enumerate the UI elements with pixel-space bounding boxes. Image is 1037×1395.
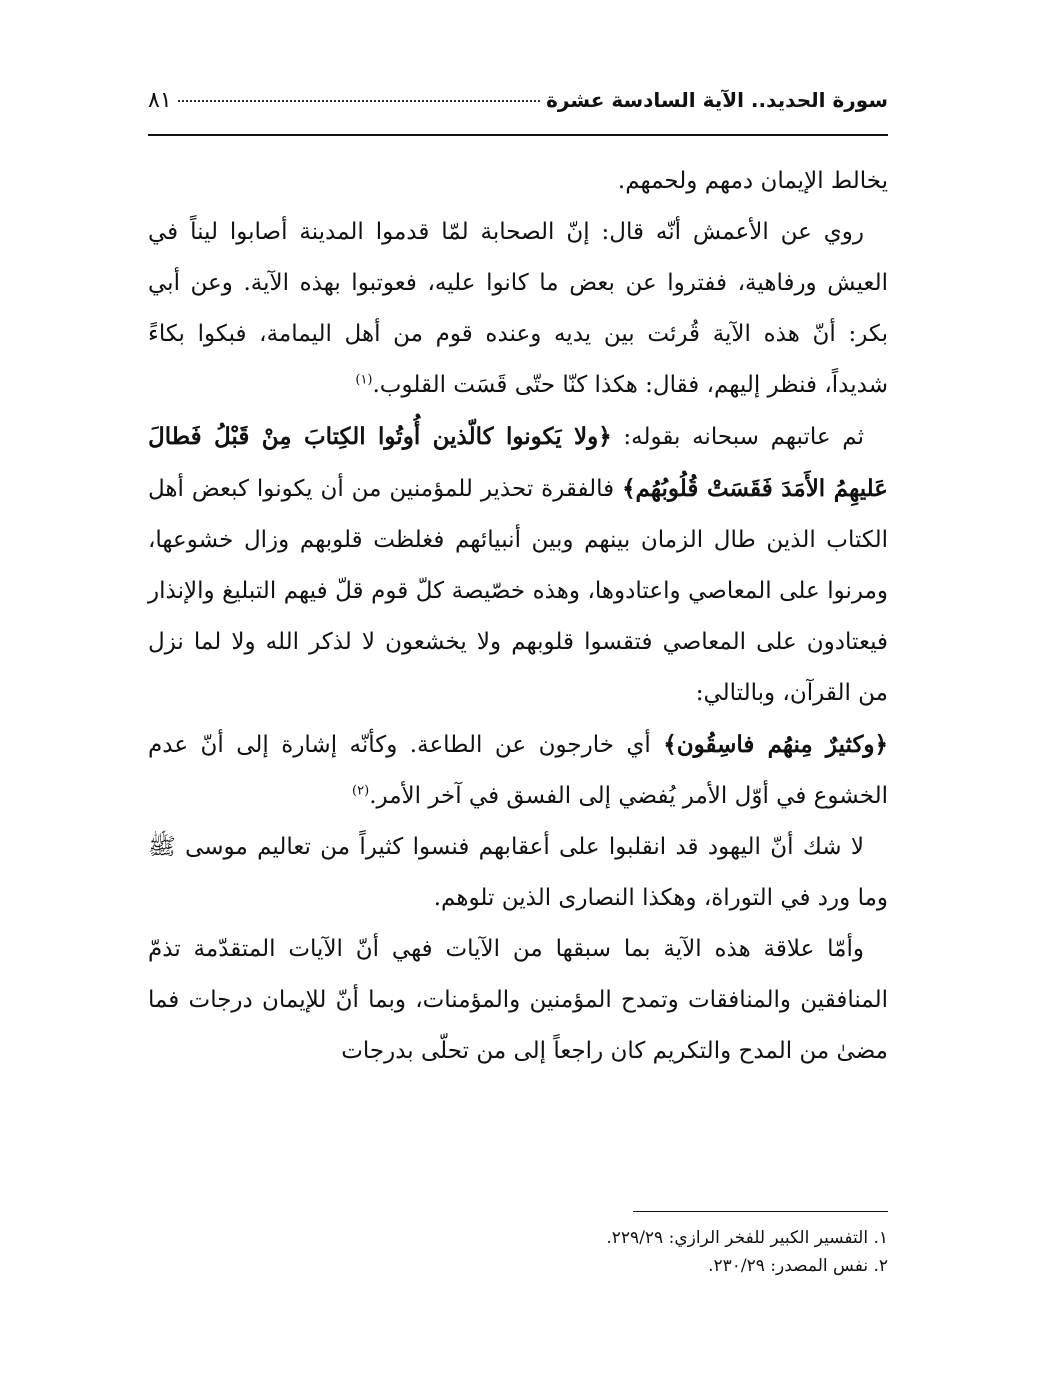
footnote: ٢. نفس المصدر: ٢٣٠/٢٩. (708, 1256, 888, 1276)
paragraph (148, 207, 888, 411)
dotted-leader (178, 100, 540, 102)
quran-verse: ﴿ولا يَكونوا كالّذين أُوتُوا الكِتابَ مِنْ قَبْلُ فَطالَ عَليهِمُ الأَمَدَ فَقَسَتْ قُلُوبُهُم﴾ (148, 423, 888, 502)
text-run: وأمّا علاقة هذه الآية بما سبقها من الآيات فهي أنّ الآيات المتقدّمة تذمّ المنافقين والمنافقات وتمدح المؤمنين والمؤمنات، وبما أنّ للإيمان درجات فما مضىٰ من المدح والتكريم كان راجعاً إلى من تحلّى بدرجات (148, 936, 888, 1064)
footnote-ref[interactable]: (١) (355, 372, 373, 388)
page-number: ٨١ (148, 88, 172, 113)
footnote-ref[interactable]: (٢) (352, 783, 370, 799)
running-header (148, 88, 888, 128)
body-text (148, 156, 888, 1077)
paragraph (148, 924, 888, 1077)
text-run: أي خارجون عن الطاعة. وكأنّه إشارة إلى أنّ عدم الخشوع في أوّل الأمر يُفضي إلى الفسق في آخر الأمر. (148, 732, 888, 809)
text-run: لا شك أنّ اليهود قد انقلبوا على أعقابهم فنسوا كثيراً من تعاليم موسى ﷺ وما ورد في التوراة، وهكذا النصارى الذين تلوهم. (148, 834, 888, 911)
text-run: يخالط الإيمان دمهم ولحمهم. (617, 168, 888, 194)
text-run: روي عن الأعمش أنّه قال: إنّ الصحابة لمّا قدموا المدينة أصابوا ليناً في العيش ورفاهية، ففتروا عن بعض ما كانوا عليه، فعوتبوا بهذه الآية. وعن أبي بكر: أنّ هذه الآية قُرئت بين يديه وعنده قوم من أهل اليمامة، فبكوا بكاءً شديداً، فنظر إليهم، فقال: هكذا كنّا حتّى قَسَت القلوب. (148, 219, 888, 398)
chapter-title: سورة الحديد.. الآية السادسة عشرة (546, 88, 888, 112)
paragraph (148, 411, 888, 719)
paragraph (148, 822, 888, 924)
footnote: ١. التفسير الكبير للفخر الرازي: ٢٢٩/٢٩. (606, 1228, 888, 1248)
text-run: ثم عاتبهم سبحانه بقوله: (611, 424, 864, 450)
quran-verse: ﴿وكثيرٌ مِنهُم فاسِقُون﴾ (663, 731, 888, 758)
paragraph (148, 719, 888, 822)
footnote-rule (633, 1211, 888, 1212)
footnotes (148, 1211, 888, 1280)
text-run: فالفقرة تحذير للمؤمنين من أن يكونوا كبعض أهل الكتاب الذين طال الزمان بينهم وبين أنبيائهم فغلظت قلوبهم وزال خشوعها، ومرنوا على المعاصي واعتادوها، وهذه خصّيصة كلّ قوم قلّ فيهم التبليغ والإنذار فيعتادون على المعاصي فتقسوا قلوبهم ولا يخشعون لا لذكر الله ولا لما نزل من القرآن، وبالتالي: (148, 476, 888, 706)
header-rule (148, 134, 888, 136)
paragraph (148, 156, 888, 207)
book-page (148, 88, 888, 1308)
